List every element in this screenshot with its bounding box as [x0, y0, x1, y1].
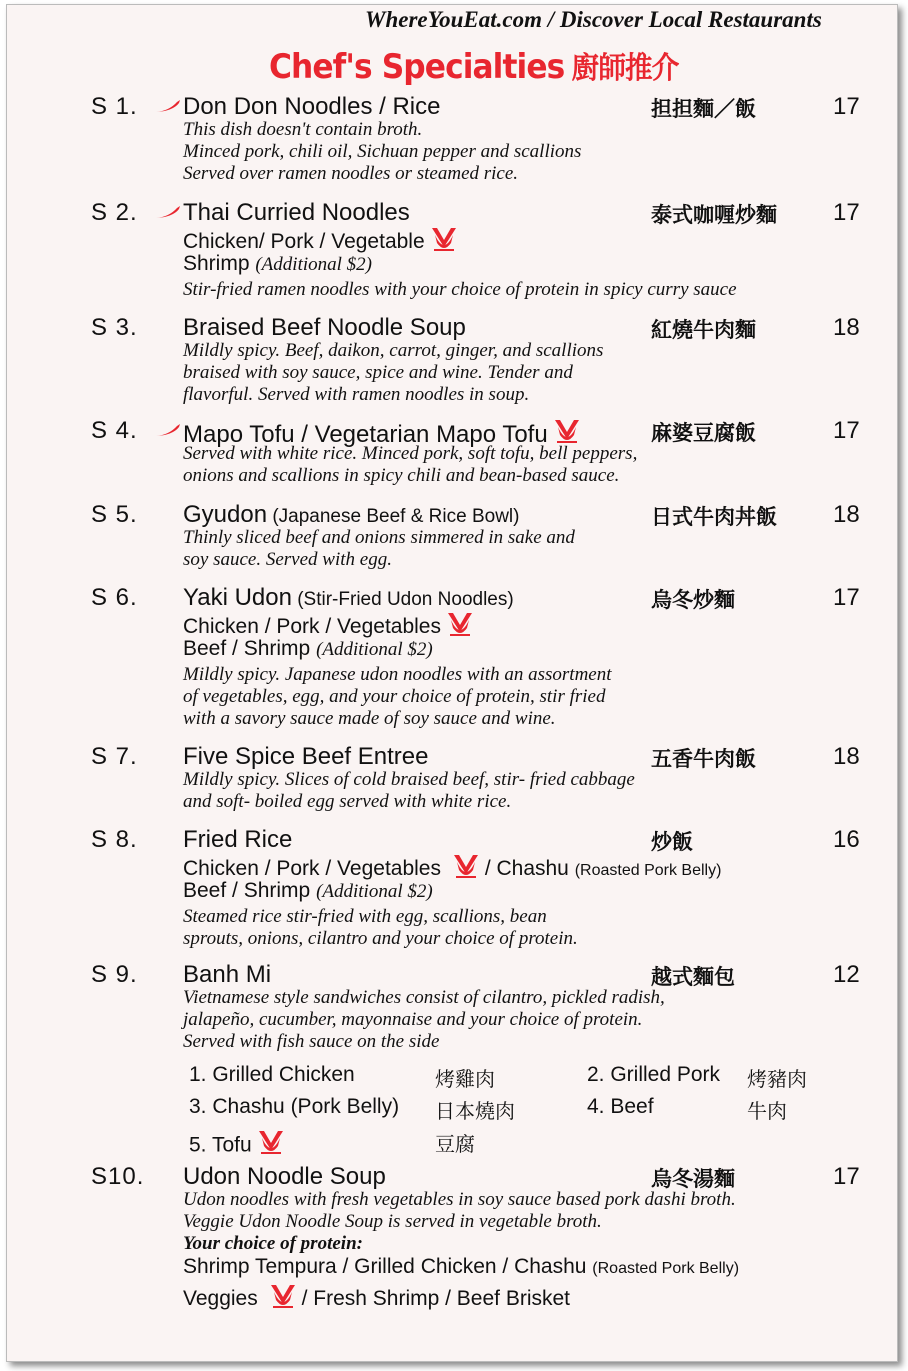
item-description	[183, 119, 581, 185]
description-text: of vegetables, egg, and your choice of protein, stir fried	[183, 686, 606, 707]
description-text: soy sauce. Served with egg.	[183, 549, 392, 570]
spicy-pepper-icon	[155, 99, 181, 118]
description-text: (Additional $2)	[316, 881, 433, 902]
description-line	[183, 141, 581, 163]
item-price: 12	[833, 961, 860, 988]
description-line	[183, 664, 612, 686]
description-text: and soft- boiled egg served with white rice.	[183, 791, 512, 812]
description-line	[183, 1211, 739, 1233]
item-name	[183, 826, 292, 854]
description-text: This dish doesn't contain broth.	[183, 119, 423, 140]
banh-mi-option	[587, 1095, 654, 1119]
item-chinese-name: 炒飯	[651, 830, 693, 854]
item-chinese-name: 日式牛肉丼飯	[651, 505, 777, 529]
item-description	[183, 527, 575, 571]
item-code: S 3.	[91, 314, 138, 341]
item-chinese-name: 五香牛肉飯	[651, 747, 756, 771]
item-name	[183, 584, 514, 612]
item-code: S 6.	[91, 584, 138, 611]
description-text: Served with fish sauce on the side	[183, 1031, 440, 1052]
item-chinese-name: 烏冬炒麵	[651, 588, 735, 612]
description-line	[183, 340, 603, 362]
item-price: 17	[833, 417, 860, 444]
item-description	[183, 852, 721, 950]
banh-mi-option	[587, 1063, 720, 1087]
vegetarian-icon	[256, 1128, 286, 1164]
description-text: Veggies	[183, 1287, 264, 1311]
item-code: S 5.	[91, 501, 138, 528]
section-title-en: Chef's Specialties	[269, 47, 565, 87]
description-text: flavorful. Served with ramen noodles in soup.	[183, 384, 530, 405]
item-name	[183, 961, 271, 989]
description-text: Chicken / Pork / Vegetables	[183, 857, 447, 881]
item-chinese-name: 越式麵包	[651, 965, 735, 989]
item-description	[183, 225, 737, 301]
description-text: Shrimp Tempura / Grilled Chicken / Chashu	[183, 1255, 593, 1278]
option-label: 3. Chashu (Pork Belly)	[189, 1095, 400, 1118]
description-line	[183, 1189, 739, 1211]
description-line	[183, 279, 737, 301]
description-line	[183, 637, 612, 664]
option-label: 2. Grilled Pork	[587, 1063, 721, 1086]
description-text: Mildly spicy. Japanese udon noodles with an assortment	[183, 664, 612, 685]
banh-mi-option	[189, 1063, 355, 1087]
item-code: S10.	[91, 1163, 145, 1190]
description-text: Chicken/ Pork / Vegetable	[183, 230, 425, 254]
item-name	[183, 1163, 386, 1191]
description-line	[183, 987, 665, 1009]
description-line	[183, 225, 737, 252]
description-text: Mildly spicy. Beef, daikon, carrot, ginger, and scallions	[183, 340, 604, 361]
section-title	[269, 43, 678, 85]
option-label: 4. Beef	[587, 1095, 654, 1118]
description-text: Shrimp	[183, 252, 256, 275]
description-text: Served over ramen noodles or steamed rice.	[183, 163, 519, 184]
description-text: sprouts, onions, cilantro and your choice of protein.	[183, 928, 578, 949]
item-description	[183, 340, 603, 406]
description-text: Minced pork, chili oil, Sichuan pepper and scallions	[183, 141, 582, 162]
description-line	[183, 1233, 739, 1255]
description-line	[183, 928, 721, 950]
item-name-text: Yaki Udon	[183, 584, 292, 611]
item-price: 18	[833, 743, 860, 770]
description-line	[183, 610, 612, 637]
item-code: S 1.	[91, 93, 138, 120]
vegetarian-icon	[429, 225, 459, 264]
description-line	[183, 163, 581, 185]
spicy-pepper-icon	[155, 423, 181, 442]
item-price: 17	[833, 584, 860, 611]
vegetarian-icon	[445, 610, 475, 649]
description-line	[183, 708, 612, 730]
item-name-text: Mapo Tofu / Vegetarian Mapo Tofu	[183, 420, 548, 448]
description-text: braised with soy sauce, spice and wine. Tender and	[183, 362, 573, 383]
description-text: Steamed rice stir-fried with egg, scallions, bean	[183, 906, 547, 927]
item-chinese-name: 烏冬湯麵	[651, 1167, 735, 1191]
description-text: Your choice of protein:	[183, 1233, 363, 1254]
description-text: Thinly sliced beef and onions simmered in sake and	[183, 527, 575, 548]
item-code: S 8.	[91, 826, 138, 853]
option-chinese: 豆腐	[435, 1132, 475, 1156]
item-code: S 2.	[91, 199, 138, 226]
item-name-text: Gyudon	[183, 501, 268, 528]
item-name	[183, 93, 440, 121]
description-line	[183, 686, 612, 708]
menu-page	[6, 4, 898, 1362]
item-price: 16	[833, 826, 860, 853]
description-text: jalapeño, cucumber, mayonnaise and your choice of protein.	[183, 1009, 643, 1030]
description-line	[183, 549, 575, 571]
item-description	[183, 769, 635, 813]
item-price: 17	[833, 93, 860, 120]
description-line	[183, 1255, 739, 1282]
item-chinese-name: 紅燒牛肉麵	[651, 318, 756, 342]
vegetarian-icon	[451, 852, 481, 891]
item-name-text: Banh Mi	[183, 961, 272, 988]
option-chinese: 烤雞肉	[435, 1067, 495, 1091]
option-chinese: 日本燒肉	[435, 1099, 515, 1123]
item-name-suffix: (Japanese Beef & Rice Bowl)	[267, 506, 520, 527]
description-text: Mildly spicy. Slices of cold braised beef, stir- fried cabbage	[183, 769, 635, 790]
item-name-text: Udon Noodle Soup	[183, 1163, 386, 1190]
item-price: 17	[833, 199, 860, 226]
item-name	[183, 199, 410, 227]
item-name-text: Don Don Noodles / Rice	[183, 93, 441, 120]
watermark: WhereYouEat.com / Discover Local Restaurants	[365, 7, 822, 32]
spicy-pepper-icon	[155, 205, 181, 224]
item-name-text: Thai Curried Noodles	[183, 199, 410, 226]
description-line	[183, 362, 603, 384]
description-text: Stir-fried ramen noodles with your choice of protein in spicy curry sauce	[183, 279, 737, 300]
description-line	[183, 1009, 665, 1031]
description-text: / Fresh Shrimp / Beef Brisket	[301, 1287, 570, 1311]
item-name	[183, 501, 519, 529]
description-text: onions and scallions in spicy chili and bean-based sauce.	[183, 465, 620, 486]
item-name-text: Five Spice Beef Entree	[183, 743, 429, 770]
description-line	[183, 852, 721, 879]
description-text: Udon noodles with fresh vegetables in soy sauce based pork dashi broth.	[183, 1189, 736, 1210]
item-name	[183, 743, 428, 771]
banh-mi-option	[189, 1095, 399, 1119]
description-line	[183, 791, 635, 813]
description-line	[183, 1282, 739, 1309]
option-chinese: 牛肉	[747, 1099, 787, 1123]
item-code: S 9.	[91, 961, 138, 988]
banh-mi-option	[189, 1128, 290, 1164]
option-label: 1. Grilled Chicken	[189, 1063, 355, 1086]
description-line	[183, 119, 581, 141]
description-line	[183, 906, 721, 928]
item-price: 18	[833, 314, 860, 341]
description-line	[183, 527, 575, 549]
description-text: (Roasted Pork Belly)	[592, 1260, 740, 1277]
item-description	[183, 443, 637, 487]
item-name-text: Fried Rice	[183, 826, 293, 853]
description-text: (Roasted Pork Belly)	[574, 862, 722, 880]
option-chinese: 烤豬肉	[747, 1067, 807, 1091]
option-label: 5. Tofu	[189, 1133, 252, 1157]
item-description	[183, 1189, 739, 1309]
description-text: / Chashu	[484, 857, 575, 881]
item-chinese-name: 担担麵／飯	[651, 97, 756, 121]
item-name	[183, 314, 466, 342]
item-code: S 7.	[91, 743, 138, 770]
description-text: Beef / Shrimp	[183, 879, 317, 902]
description-text: Veggie Udon Noodle Soup is served in vegetable broth.	[183, 1211, 602, 1232]
description-line	[183, 443, 637, 465]
item-name-text: Braised Beef Noodle Soup	[183, 314, 466, 341]
description-text: Vietnamese style sandwiches consist of cilantro, pickled radish,	[183, 987, 665, 1008]
description-line	[183, 465, 637, 487]
item-code: S 4.	[91, 417, 138, 444]
description-text: Chicken / Pork / Vegetables	[183, 615, 441, 639]
description-line	[183, 384, 603, 406]
item-price: 18	[833, 501, 860, 528]
description-text: Served with white rice. Minced pork, soft tofu, bell peppers,	[183, 443, 638, 464]
section-title-zh: 廚師推介	[571, 51, 679, 86]
item-name-suffix: (Stir-Fried Udon Noodles)	[291, 589, 514, 610]
item-description	[183, 987, 665, 1053]
item-price: 17	[833, 1163, 860, 1190]
description-line	[183, 769, 635, 791]
description-line	[183, 252, 737, 279]
vegetarian-icon	[268, 1282, 298, 1321]
description-line	[183, 1031, 665, 1053]
item-chinese-name: 麻婆豆腐飯	[651, 421, 756, 445]
description-text: Beef / Shrimp	[183, 637, 317, 660]
item-description	[183, 610, 612, 730]
description-text: (Additional $2)	[316, 639, 433, 660]
item-chinese-name: 泰式咖喱炒麵	[651, 203, 777, 227]
description-text: (Additional $2)	[255, 254, 372, 275]
description-text: with a savory sauce made of soy sauce and wine.	[183, 708, 556, 729]
